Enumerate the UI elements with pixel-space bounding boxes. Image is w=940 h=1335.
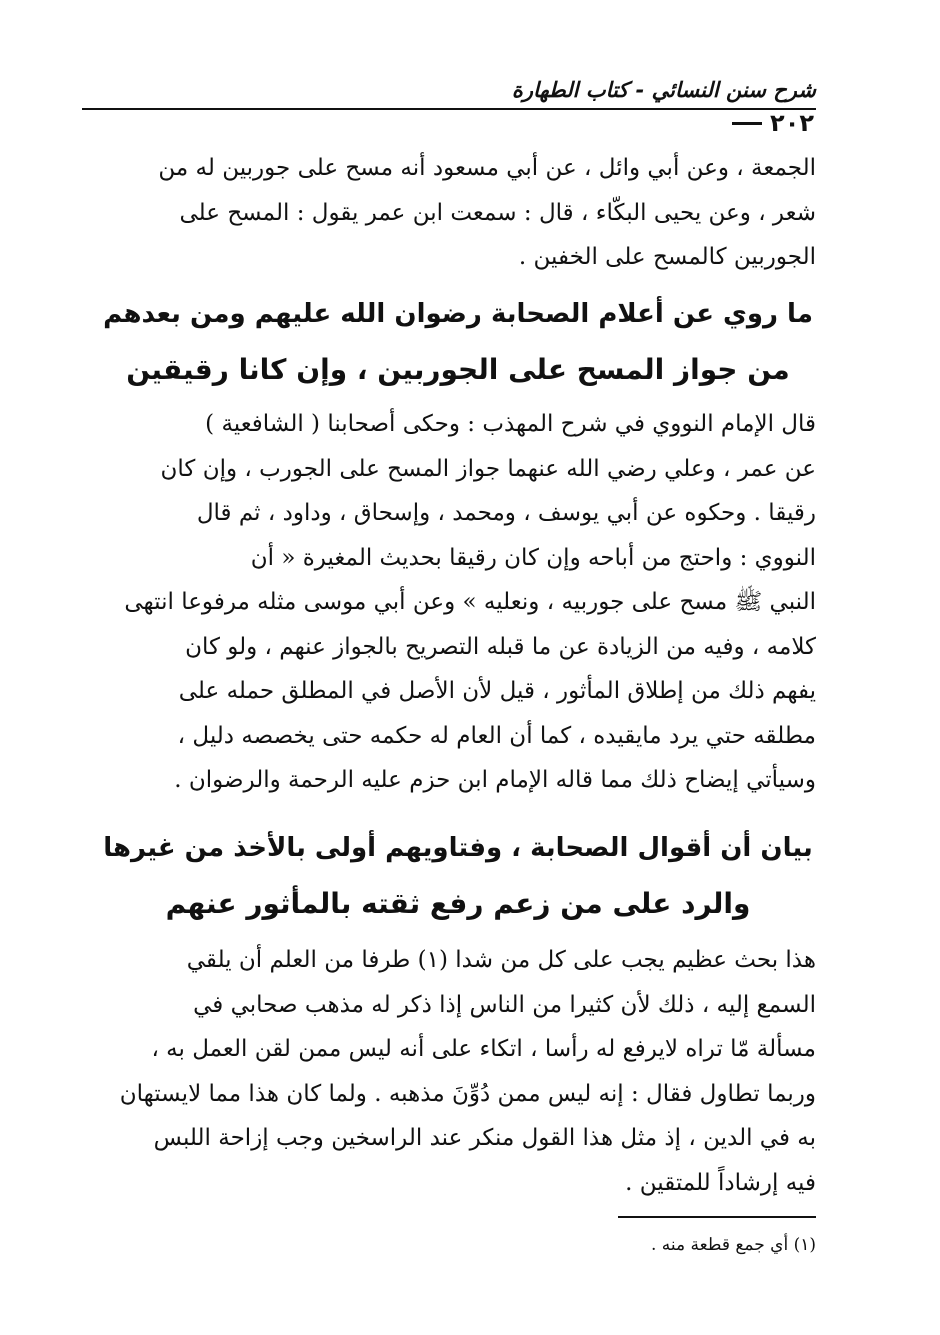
text-line: وربما تطاول فقال : إنه ليس ممن دُوِّنَ مذهبه . ولما كان هذا مما لايستهان xyxy=(119,1080,816,1107)
heading-line: ما روي عن أعلام الصحابة رضوان الله عليهم ومن بعدهم xyxy=(103,299,813,329)
heading-line: من جواز المسح على الجوربين ، وإن كانا رقيقين xyxy=(126,353,790,386)
text-line: السمع إليه ، ذلك لأن كثيرا من الناس إذا ذكر له مذهب صحابي في xyxy=(193,991,816,1018)
text-line: الجمعة ، وعن أبي وائل ، عن أبي مسعود أنه مسح على جوربين له من xyxy=(158,155,816,181)
page-number-text: ٢٠٢ xyxy=(770,109,814,137)
text-line: فيه إرشاداً للمتقين . xyxy=(625,1169,816,1196)
heading-line: والرد على من زعم رفع ثقته بالمأثور عنهم xyxy=(165,887,751,920)
footnote: (١) أي جمع قطعة منه . xyxy=(651,1235,816,1255)
section-heading-2 xyxy=(100,820,816,932)
text-line: وسيأتي إيضاح ذلك مما قاله الإمام ابن حزم عليه الرحمة والرضوان . xyxy=(174,767,816,793)
paragraph-2 xyxy=(100,402,816,803)
header-rule xyxy=(82,108,816,110)
running-title: شرح سنن النسائي - كتاب الطهارة xyxy=(511,78,816,102)
text-line: كلامه ، وفيه من الزيادة عن ما قبله التصريح بالجواز عنهم ، ولو كان xyxy=(185,633,816,660)
text-line: رقيقا . وحكوه عن أبي يوسف ، ومحمد ، وإسحاق ، وداود ، ثم قال xyxy=(196,500,816,526)
text-line: شعر ، وعن يحيى البكّاء ، قال : سمعت ابن عمر يقول : المسح على xyxy=(179,199,816,226)
text-line: النووي : واحتج من أباحه وإن كان رقيقا بحديث المغيرة « أن xyxy=(250,544,816,571)
text-line: يفهم ذلك من إطلاق المأثور ، قيل لأن الأصل في المطلق حمله على xyxy=(178,678,816,704)
text-line: قال الإمام النووي في شرح المهذب : وحكى أصحابنا ( الشافعية ) xyxy=(205,411,816,437)
text-line: النبي ﷺ مسح على جوربيه ، ونعليه » وعن أبي موسى مثله مرفوعا انتهى xyxy=(124,589,816,615)
footnote-rule xyxy=(618,1216,816,1218)
paragraph-1 xyxy=(100,146,816,280)
paragraph-3 xyxy=(100,938,816,1205)
text-line: هذا بحث عظيم يجب على كل من شدا (١) طرفا من العلم أن يلقي xyxy=(186,947,816,973)
section-heading-1 xyxy=(100,286,816,398)
text-line: مطلقه حتي يرد مايقيده ، كما أن العام له حكمه حتى يخصصه دليل ، xyxy=(177,722,816,749)
page-number xyxy=(722,108,814,138)
text-line: به في الدين ، إذ مثل هذا القول منكر عند الراسخين وجب إزاحة اللبس xyxy=(153,1125,816,1151)
heading-line: بيان أن أقوال الصحابة ، وفتاويهم أولى بالأخذ من غيرها xyxy=(103,833,813,863)
text-line: مسألة مّا تراه لايرفع له رأسا ، اتكاء على أنه ليس ممن لقن العمل به ، xyxy=(151,1036,816,1062)
text-line: عن عمر ، وعلي رضي الله عنهما جواز المسح على الجورب ، وإن كان xyxy=(160,455,816,482)
page-header xyxy=(82,70,816,110)
text-line: الجوربين كالمسح على الخفين . xyxy=(518,244,816,270)
